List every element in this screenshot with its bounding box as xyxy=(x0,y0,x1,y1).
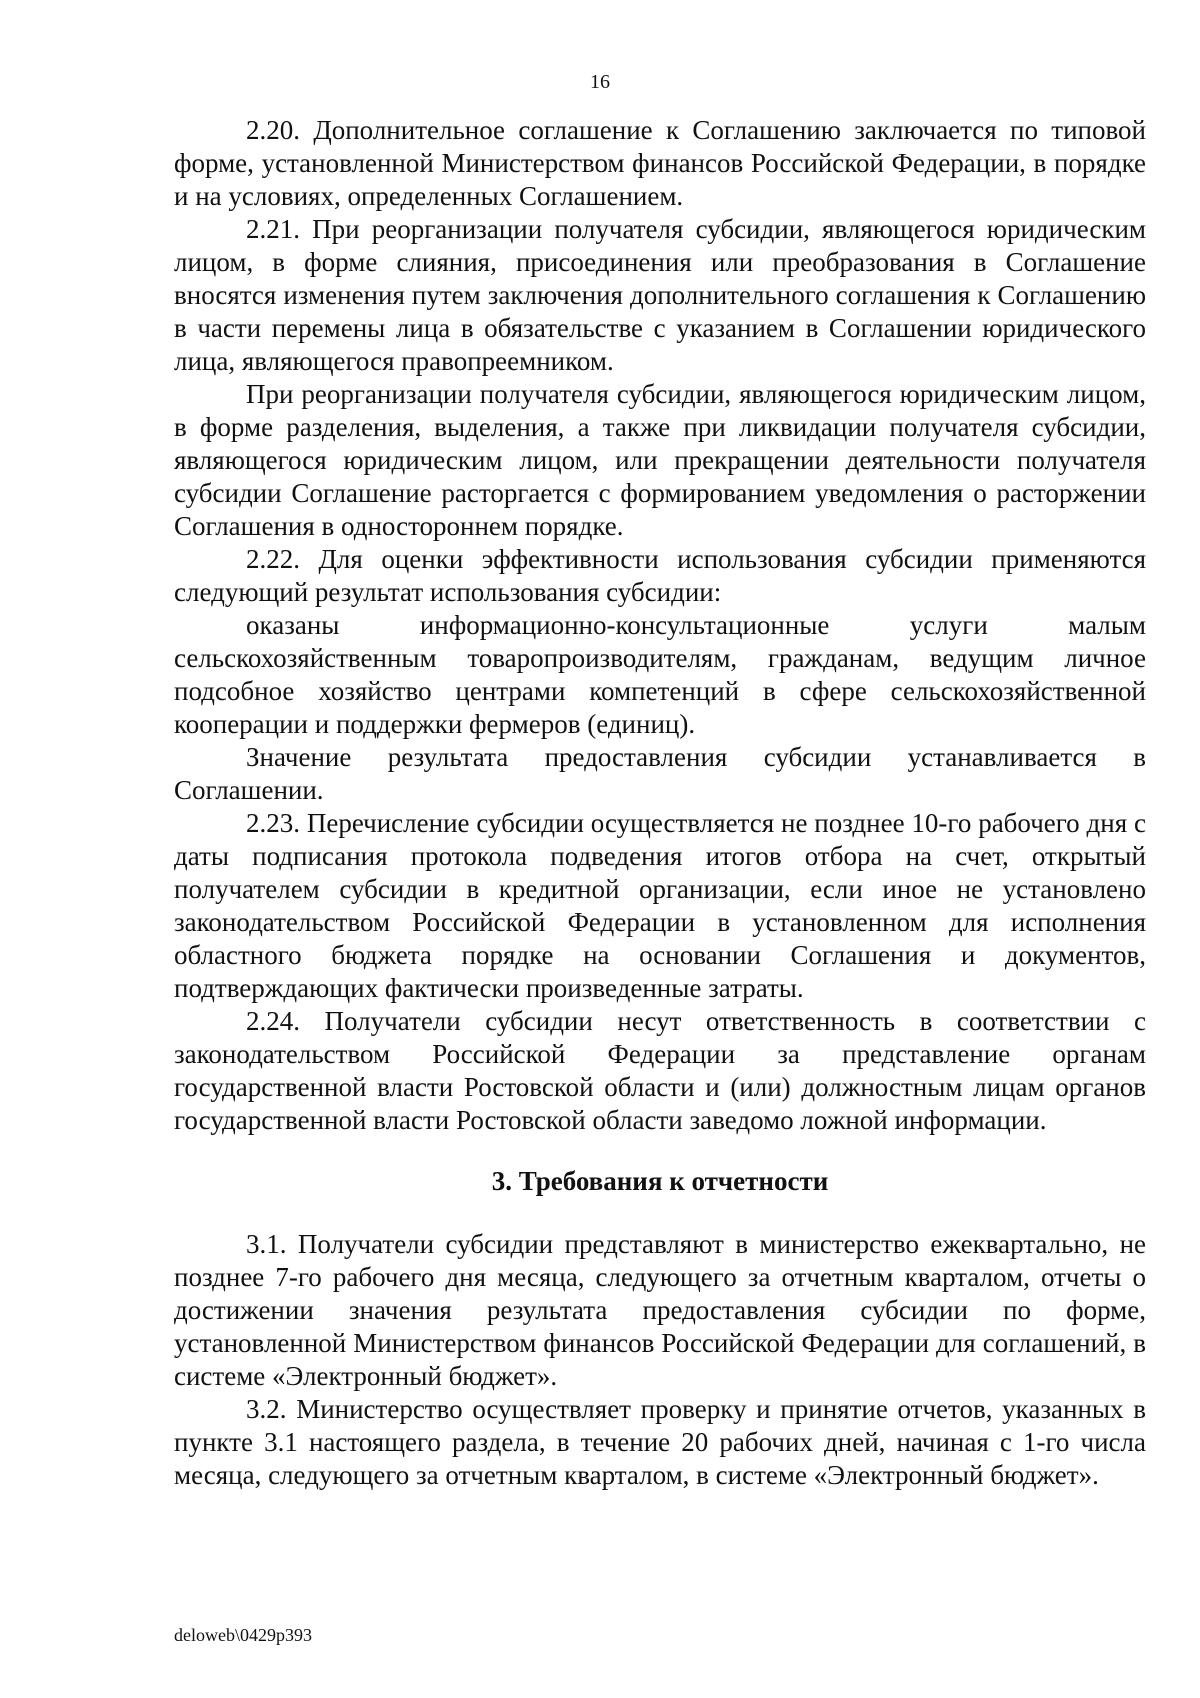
paragraph-2-22-value: Значение результата предоставления субсидии устанавливается в Соглашении. xyxy=(174,742,1146,805)
paragraph-2-20: 2.20. Дополнительное соглашение к Соглашению заключается по типовой форме, установленной Министерством финансов Российской Федерации, в порядке и на условиях, определенных Соглашением. xyxy=(174,115,1146,211)
paragraph-2-23: 2.23. Перечисление субсидии осуществляется не позднее 10-го рабочего дня с даты подписания протокола подведения итогов отбора на счет, открытый получателем субсидии в кредитной организации, если иное не установлено законодательством Российской Федерации в установленном для исполнения областного бюджета порядке на основании Соглашения и документов, подтверждающих фактически произведенные затраты. xyxy=(174,808,1146,1003)
paragraph-2-21: 2.21. При реорганизации получателя субсидии, являющегося юридическим лицом, в форме слияния, присоединения или преобразования в Соглашение вносятся изменения путем заключения дополнительного соглашения к Соглашению в части перемены лица в обязательстве с указанием в Соглашении юридического лица, являющегося правопреемником. xyxy=(174,214,1146,376)
section-heading: 3. Требования к отчетности xyxy=(491,1166,829,1196)
document-code: deloweb\0429p393 xyxy=(174,1625,312,1645)
document-body xyxy=(174,114,1146,1492)
paragraph-2-22: 2.22. Для оценки эффективности использования субсидии применяются следующий результат использования субсидии: xyxy=(174,544,1146,607)
paragraph-3-1: 3.1. Получатели субсидии представляют в министерство ежеквартально, не позднее 7-го рабочего дня месяца, следующего за отчетным кварталом, отчеты о достижении значения результата предоставления субсидии по форме, установленной Министерством финансов Российской Федерации для соглашений, в системе «Электронный бюджет». xyxy=(174,1229,1146,1391)
page-number: 16 xyxy=(590,71,610,93)
paragraph-2-21-reorganization: При реорганизации получателя субсидии, являющегося юридическим лицом, в форме разделения, выделения, а также при ликвидации получателя субсидии, являющегося юридическим лицом, или прекращении деятельности получателя субсидии Соглашение расторгается с формированием уведомления о расторжении Соглашения в одностороннем порядке. xyxy=(174,379,1146,541)
paragraph-2-24: 2.24. Получатели субсидии несут ответственность в соответствии с законодательством Российской Федерации за представление органам государственной власти Ростовской области и (или) должностным лицам органов государственной власти Ростовской области заведомо ложной информации. xyxy=(174,1006,1146,1135)
paragraph-3-2: 3.2. Министерство осуществляет проверку и принятие отчетов, указанных в пункте 3.1 настоящего раздела, в течение 20 рабочих дней, начиная с 1-го числа месяца, следующего за отчетным кварталом, в системе «Электронный бюджет». xyxy=(174,1394,1146,1490)
paragraph-2-22-result: оказаны информационно-консультационные услуги малым сельскохозяйственным товаропроизводителям, гражданам, ведущим личное подсобное хозяйство центрами компетенций в сфере сельскохозяйственной кооперации и поддержки фермеров (единиц). xyxy=(174,610,1146,739)
